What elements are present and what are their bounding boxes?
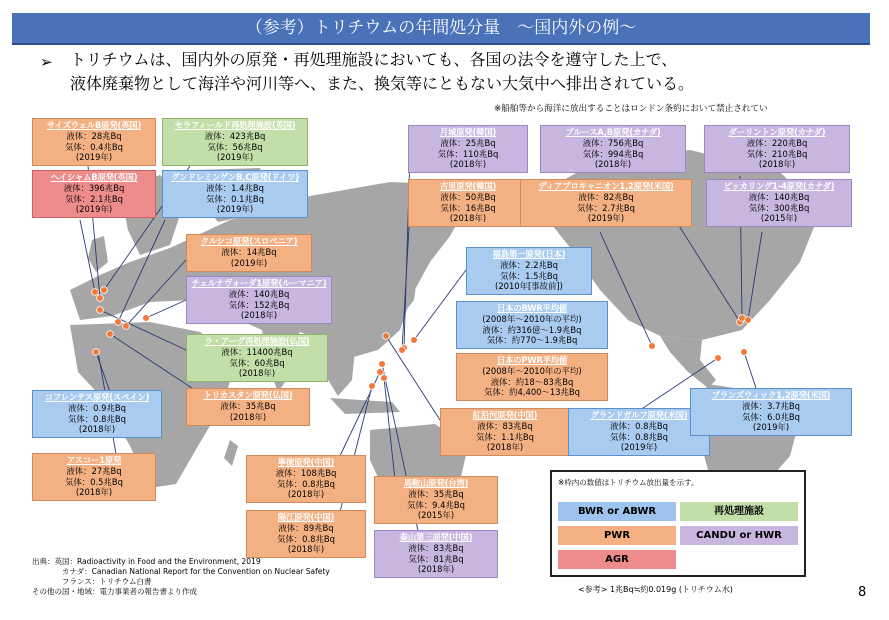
facility-value-line: 気体：300兆Bq (748, 202, 810, 213)
facility-value-line: 液体：14兆Bq (221, 246, 277, 257)
facility-value-line: (2018年) (417, 564, 455, 575)
facility-box-cernavoda (186, 276, 332, 324)
facility-name: ブルースA,B原発(カナダ) (565, 127, 661, 137)
facility-name: 陽江原発(中国) (277, 512, 335, 522)
facility-name: アスコー1原発 (66, 455, 122, 465)
facility-value-line: 液体：50兆Bq (440, 191, 496, 202)
source-other: その他の国・地域：電力事業者の報告書より作成 (32, 587, 197, 596)
facility-value-line: 液体：756兆Bq (582, 137, 644, 148)
facility-box-grandgulf (568, 408, 710, 456)
facility-value-line: 液体：25兆Bq (440, 137, 496, 148)
legend-item-bwr: BWR or ABWR (558, 502, 676, 521)
facility-box-darlington (704, 125, 850, 173)
facility-value-line: 気体：60兆Bq (229, 357, 285, 368)
legend-item-reprocessing: 再処理施設 (680, 502, 798, 521)
facility-value-line: 気体：16兆Bq (440, 202, 496, 213)
marker-ningde (377, 369, 384, 376)
facility-box-pickering (706, 179, 852, 227)
facility-name: グンドレミンゲンB,C原発(ドイツ) (171, 172, 299, 182)
facility-value-line: (2019年) (752, 422, 790, 433)
source-france: フランス：トリチウム白書 (62, 577, 152, 586)
facility-value-line: 液体：108兆Bq (275, 467, 337, 478)
facility-value-line: 気体：210兆Bq (746, 148, 808, 159)
facility-value-line: 気体：1.1兆Bq (476, 431, 534, 442)
facility-value-line: 液体：2.2兆Bq (500, 259, 558, 270)
facility-value-line: 気体：81兆Bq (408, 553, 464, 564)
marker-qinshan (379, 361, 386, 368)
facility-name: 日本のBWR平均値 (496, 303, 568, 313)
facility-box-jppwr (456, 353, 608, 401)
marker-yangjiang (369, 383, 376, 390)
facility-name: 馬鞍山原発(台湾) (403, 478, 469, 488)
facility-value-line: 液体：423兆Bq (204, 130, 266, 141)
page-title: （参考）トリチウムの年間処分量 ～国内外の例～ (12, 13, 870, 45)
facility-name: 月城原発(韓国) (439, 127, 497, 137)
facility-name: グランドガルフ原発(米国) (590, 410, 688, 420)
facility-box-heysham (32, 170, 156, 218)
facility-value-line: 気体：約4,400～13兆Bq (484, 387, 580, 398)
facility-value-line: (2019年) (75, 204, 113, 215)
facility-value-line: 液体：11400兆Bq (221, 346, 293, 357)
facility-value-line: (2018年) (229, 411, 267, 422)
legend-item-pwr: PWR (558, 526, 676, 545)
facility-value-line: (2019年) (216, 204, 254, 215)
facility-value-line: (2018年) (594, 159, 632, 170)
facility-value-line: (2008年～2010年の平均) (482, 365, 582, 376)
facility-value-line: 気体：152兆Bq (228, 299, 290, 310)
facility-value-line: 気体：6.0兆Bq (742, 411, 800, 422)
marker-lahague (97, 307, 104, 314)
facility-box-qinshan (374, 530, 498, 578)
facility-value-line: (2018年) (449, 159, 487, 170)
facility-value-line: (2018年) (758, 159, 796, 170)
facility-value-line: 気体：0.8兆Bq (277, 478, 335, 489)
facility-value-line: 液体：35兆Bq (408, 488, 464, 499)
facility-name: 紅沿河原発(中国) (472, 410, 538, 420)
facility-value-line: 気体：994兆Bq (582, 148, 644, 159)
facility-value-line: 気体：0.5兆Bq (65, 476, 123, 487)
conversion-note: <参考> 1兆Bq≒約0.019g (トリチウム水) (578, 585, 733, 594)
facility-value-line: (2019年) (587, 213, 625, 224)
marker-heysham (92, 289, 99, 296)
facility-value-line: 気体：1.5兆Bq (500, 270, 558, 281)
land-madagascar (224, 440, 238, 466)
legend (550, 470, 806, 577)
facility-name: トリカスタン原発(仏国) (203, 390, 293, 400)
facility-box-hongyanhe (440, 408, 570, 456)
facility-value-line: 液体：1.4兆Bq (206, 182, 264, 193)
legend-item-candu: CANDU or HWR (680, 526, 798, 545)
facility-value-line: (2018年) (449, 213, 487, 224)
facility-value-line: 液体：0.9兆Bq (68, 402, 126, 413)
facility-name: 寧徳原発(中国) (277, 457, 335, 467)
bullet-line-2: 液体廃棄物として海洋や河川等へ、また、換気等にともない大気中へ排出されている。 (70, 74, 695, 93)
facility-value-line: 液体：0.8兆Bq (610, 420, 668, 431)
facility-name: コフレンテス原発(スペイン) (44, 392, 150, 402)
facility-value-line: (2019年) (75, 152, 113, 163)
marker-sellafield (101, 287, 108, 294)
facility-box-kori (408, 179, 528, 227)
facility-value-line: (2010年[事故前]) (495, 281, 563, 292)
leader-cernavoda (146, 300, 186, 318)
marker-kori (399, 347, 406, 354)
facility-value-line: (2018年) (240, 310, 278, 321)
marker-diablo (649, 343, 656, 350)
facility-name: 古里原発(韓国) (439, 181, 497, 191)
facility-value-line: 液体：約316億～1.9兆Bq (482, 324, 582, 335)
facility-box-fukushima (466, 247, 592, 295)
facility-box-tricastin (186, 388, 310, 426)
facility-name: ヘイシャムB原発(英国) (50, 172, 138, 182)
facility-box-maanshan (374, 476, 498, 524)
facility-value-line: 気体：2.7兆Bq (577, 202, 635, 213)
facility-box-jpbwr (456, 301, 608, 349)
facility-value-line: 液体：3.7兆Bq (742, 400, 800, 411)
facility-value-line: 気体：9.4兆Bq (407, 499, 465, 510)
facility-value-line: 液体：35兆Bq (220, 400, 276, 411)
facility-value-line: 気体：0.8兆Bq (277, 533, 335, 544)
facility-value-line: (2019年) (216, 152, 254, 163)
facility-name: ダーリントン原発(カナダ) (728, 127, 826, 137)
facility-value-line: (2018年) (287, 544, 325, 555)
facility-value-line: (2018年) (78, 424, 116, 435)
facility-value-line: 気体：56兆Bq (207, 141, 263, 152)
facility-name: クルシコ原発(スロベニア) (200, 236, 298, 246)
facility-name: ラ・アーグ再処理施設(仏国) (204, 336, 310, 346)
source-uk: 出典：英国：Radioactivity in Food and the Environment, 2019 (32, 557, 261, 566)
marker-grandgulf (715, 355, 722, 362)
land-central-america (660, 336, 716, 388)
marker-hongyanhe (383, 333, 390, 340)
facility-value-line: 液体：83兆Bq (408, 542, 464, 553)
facility-value-line: 液体：140兆Bq (748, 191, 810, 202)
arrow-bullet-icon: ➢ (40, 53, 53, 71)
marker-brunswick (741, 349, 748, 356)
facility-value-line: 液体：82兆Bq (578, 191, 634, 202)
facility-value-line: (2018年) (238, 368, 276, 379)
land-uk (88, 236, 108, 272)
facility-name: 秦山第三原発(中国) (399, 532, 473, 542)
facility-box-krsko (186, 234, 312, 272)
facility-box-asco (32, 453, 156, 501)
facility-value-line: 液体：140兆Bq (228, 288, 290, 299)
facility-box-yangjiang (246, 510, 366, 558)
facility-value-line: 気体：2.1兆Bq (65, 193, 123, 204)
facility-value-line: 液体：89兆Bq (278, 522, 334, 533)
facility-value-line: (2019年) (230, 257, 268, 268)
facility-name: ピッカリング1-4原発(カナダ) (723, 181, 835, 191)
marker-pickering (745, 317, 752, 324)
marker-maanshan (381, 375, 388, 382)
facility-box-diablo (520, 179, 692, 227)
facility-value-line: (2008年～2010年の平均) (482, 313, 582, 324)
facility-value-line: 気体：0.4兆Bq (65, 141, 123, 152)
facility-name: ディアブロキャニオン1,2原発(米国) (538, 181, 674, 191)
source-canada: カナダ：Canadian National Report for the Convention on Nuclear Safety (62, 567, 330, 576)
facility-name: チェルナヴォーダ1原発(ルーマニア) (191, 278, 327, 288)
facility-box-ningde (246, 455, 366, 503)
footnote-london-convention: ※船舶等から海洋に放出することはロンドン条約において禁止されてい (494, 104, 768, 114)
facility-value-line: (2018年) (75, 487, 113, 498)
facility-box-wolsong (408, 125, 528, 173)
facility-box-bruce (540, 125, 686, 173)
facility-value-line: 気体：110兆Bq (437, 148, 499, 159)
facility-value-line: 液体：220兆Bq (746, 137, 808, 148)
facility-value-line: 気体：0.1兆Bq (206, 193, 264, 204)
facility-value-line: (2015年) (417, 510, 455, 521)
bullet-line-1: トリチウムは、国内外の原発・再処理施設においても、各国の法令を遵守した上で、 (70, 50, 678, 69)
facility-name: 日本のPWR平均値 (496, 355, 568, 365)
facility-box-lahague (186, 334, 328, 382)
legend-item-agr: AGR (558, 550, 676, 569)
facility-box-brunswick (690, 388, 852, 436)
facility-name: ブランズウィック1,2原発(米国) (711, 390, 831, 400)
facility-name: セラフィールド再処理施設(英国) (174, 120, 296, 130)
marker-tricastin (107, 331, 114, 338)
facility-value-line: 気体：0.8兆Bq (68, 413, 126, 424)
facility-value-line: 液体：396兆Bq (63, 182, 125, 193)
facility-value-line: 液体：27兆Bq (66, 465, 122, 476)
legend-title: ※枠内の数値はトリチウム放出量を示す。 (558, 478, 699, 487)
facility-value-line: 液体：約18～83兆Bq (490, 376, 574, 387)
page-number: 8 (858, 585, 867, 600)
facility-name: 福島第一原発(日本) (492, 249, 566, 259)
marker-sizewell (97, 295, 104, 302)
facility-value-line: 液体：28兆Bq (66, 130, 122, 141)
source-notes (32, 557, 330, 597)
facility-box-cofrentes (32, 390, 162, 438)
facility-value-line: (2019年) (620, 442, 658, 453)
facility-value-line: 液体：83兆Bq (477, 420, 533, 431)
marker-fukushima (411, 337, 418, 344)
facility-value-line: 気体：0.8兆Bq (610, 431, 668, 442)
facility-value-line: (2018年) (486, 442, 524, 453)
marker-cofrentes (93, 349, 100, 356)
facility-box-sizewell (32, 118, 156, 166)
facility-value-line: (2018年) (287, 489, 325, 500)
facility-value-line: (2015年) (760, 213, 798, 224)
marker-gundremmingen (115, 319, 122, 326)
facility-value-line: 気体：約770～1.9兆Bq (486, 335, 578, 346)
facility-box-gundremmingen (162, 170, 308, 218)
marker-krsko (123, 323, 130, 330)
marker-cernavoda (143, 315, 150, 322)
facility-box-sellafield (162, 118, 308, 166)
facility-name: サイズウェルB原発(英国) (46, 120, 142, 130)
